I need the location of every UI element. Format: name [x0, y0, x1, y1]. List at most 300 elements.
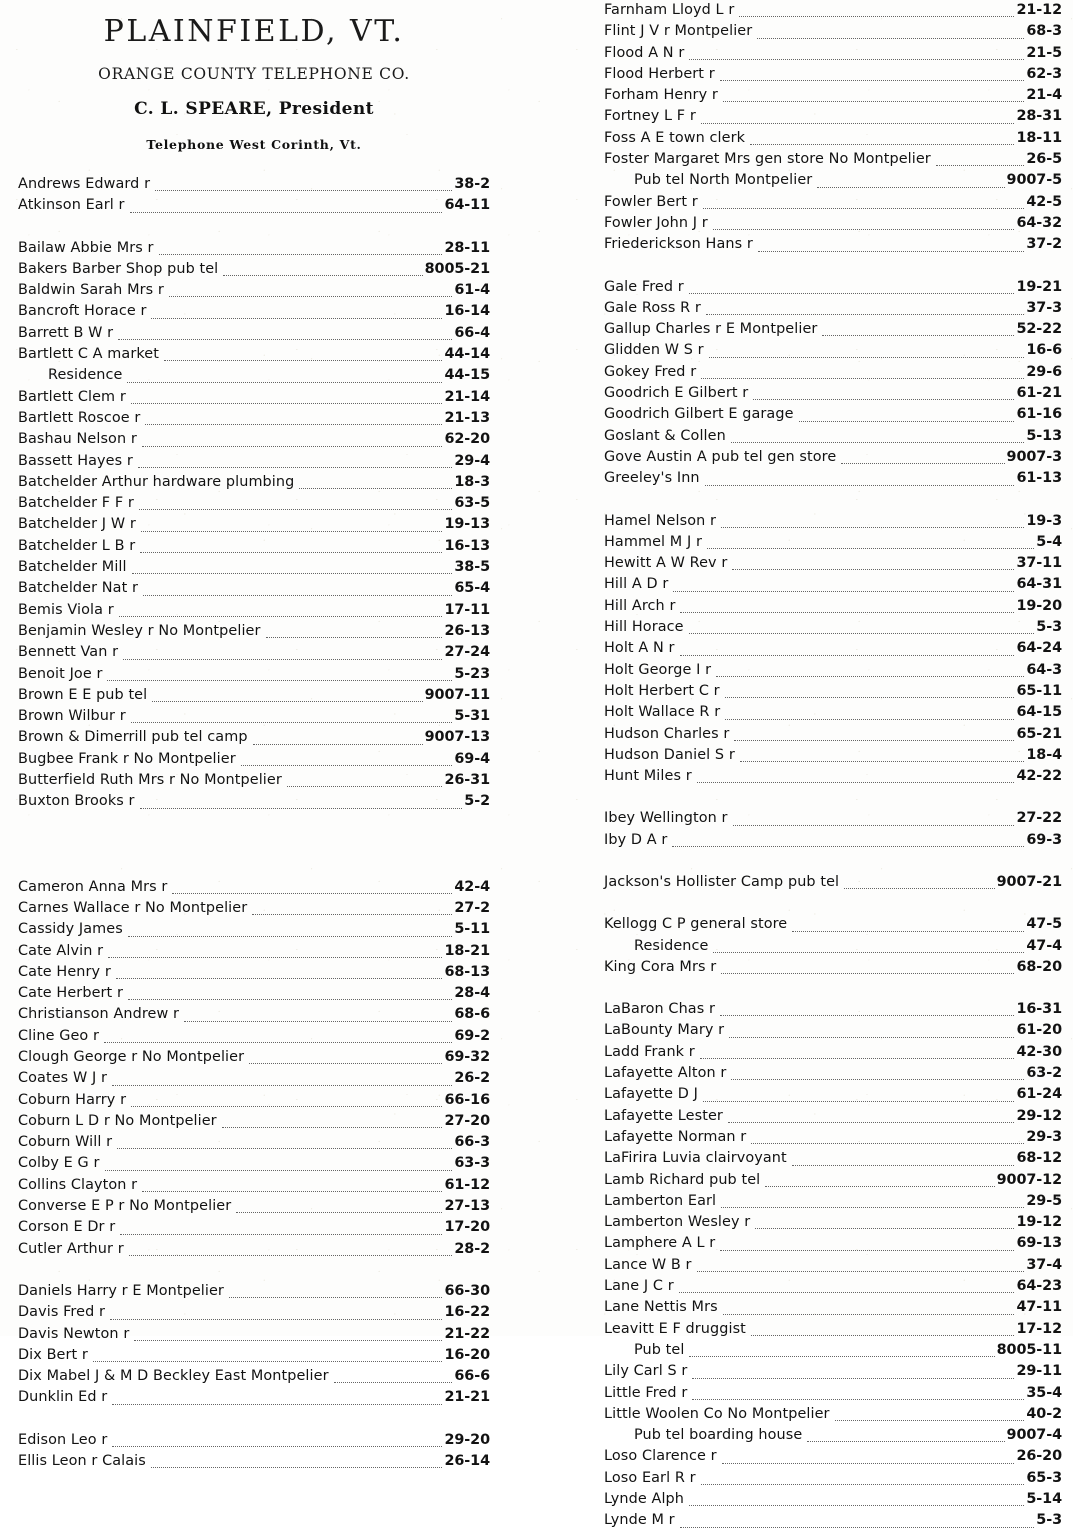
directory-entry — [18, 1111, 490, 1132]
directory-entry — [18, 1387, 490, 1408]
dot-leader — [155, 190, 452, 191]
entry-name: Dix Bert r — [18, 1346, 88, 1363]
entry-phone-number: 29-5 — [1026, 1192, 1062, 1209]
directory-entry — [18, 919, 490, 940]
dot-leader — [750, 144, 1014, 145]
entry-name: Pub tel North Montpelier — [634, 172, 813, 189]
directory-entry — [18, 621, 490, 642]
entry-name: LaBaron Chas r — [604, 1001, 716, 1018]
entry-name: Glidden W S r — [604, 342, 704, 359]
entry-name: Lamphere A L r — [604, 1235, 716, 1252]
dot-leader — [110, 1319, 442, 1320]
entry-phone-number: 61-21 — [1016, 385, 1062, 402]
directory-entry — [604, 1084, 1062, 1105]
entry-name: Loso Earl R r — [604, 1469, 696, 1486]
dot-leader — [253, 744, 423, 745]
directory-entry — [604, 1361, 1062, 1382]
entry-name: Fowler John J r — [604, 214, 708, 231]
entry-phone-number: 16-20 — [444, 1346, 490, 1363]
entry-phone-number: 27-24 — [444, 644, 490, 661]
directory-entry — [604, 1148, 1062, 1169]
dot-leader — [93, 1361, 443, 1362]
directory-entry — [604, 1446, 1062, 1467]
entry-phone-number: 16-31 — [1016, 1001, 1062, 1018]
entry-name: King Cora Mrs r — [604, 958, 717, 975]
left-listing-groups — [18, 174, 490, 1472]
dot-leader — [680, 655, 1015, 656]
entry-phone-number: 68-12 — [1016, 1150, 1062, 1167]
directory-entry — [18, 1175, 490, 1196]
directory-entry — [18, 344, 490, 365]
directory-entry — [18, 877, 490, 898]
entry-phone-number: 63-2 — [1026, 1065, 1062, 1082]
entry-name: Fowler Bert r — [604, 193, 698, 210]
entry-phone-number: 9007-5 — [1006, 172, 1062, 189]
entry-phone-number: 21-5 — [1026, 44, 1062, 61]
directory-entry — [18, 301, 490, 322]
entry-phone-number: 21-22 — [444, 1325, 490, 1342]
exchange-line: Telephone West Corinth, Vt. — [146, 137, 362, 152]
entry-name: Coburn Harry r — [18, 1091, 127, 1108]
dot-leader — [299, 488, 452, 489]
entry-name: Brown Wilbur r — [18, 708, 126, 725]
entry-phone-number: 66-6 — [454, 1368, 490, 1385]
entry-name: Kellogg C P general store — [604, 916, 788, 933]
entry-name: Lafayette Norman r — [604, 1128, 747, 1145]
directory-entry — [604, 638, 1062, 659]
dot-leader — [689, 633, 1035, 634]
directory-entry — [18, 642, 490, 663]
directory-entry — [18, 685, 490, 706]
directory-entry — [604, 170, 1062, 191]
dot-leader — [731, 1079, 1024, 1080]
dot-leader — [689, 1356, 994, 1357]
entry-name: Colby E G r — [18, 1155, 100, 1172]
entry-name: Residence — [634, 937, 709, 954]
letter-group-b — [18, 238, 490, 813]
dot-leader — [725, 719, 1014, 720]
directory-entry — [604, 149, 1062, 170]
dot-leader — [697, 1271, 1025, 1272]
letter-group-f — [604, 0, 1062, 256]
dot-leader — [184, 1021, 452, 1022]
directory-entry — [604, 21, 1062, 42]
directory-entry — [604, 0, 1062, 21]
entry-phone-number: 9007-4 — [1006, 1427, 1062, 1444]
entry-phone-number: 66-3 — [454, 1134, 490, 1151]
dot-leader — [129, 1255, 453, 1256]
dot-leader — [713, 952, 1024, 953]
dot-leader — [143, 595, 452, 596]
dot-leader — [705, 485, 1015, 486]
entry-phone-number: 18-4 — [1026, 746, 1062, 763]
dot-leader — [252, 914, 452, 915]
entry-name: Hill Arch r — [604, 597, 676, 614]
directory-entry — [604, 1510, 1062, 1531]
entry-phone-number: 47-11 — [1016, 1299, 1062, 1316]
entry-name: Little Fred r — [604, 1384, 688, 1401]
entry-name: Cate Henry r — [18, 963, 111, 980]
entry-name: LaFirira Luvia clairvoyant — [604, 1150, 787, 1167]
entry-name: Hill Horace — [604, 619, 684, 636]
dot-leader — [731, 442, 1025, 443]
directory-entry — [604, 1233, 1062, 1254]
directory-entry — [18, 174, 490, 195]
entry-phone-number: 62-3 — [1026, 65, 1062, 82]
entry-phone-number: 42-4 — [454, 878, 490, 895]
entry-phone-number: 29-11 — [1016, 1363, 1062, 1380]
directory-entry — [604, 702, 1062, 723]
dot-leader — [131, 403, 443, 404]
entry-name: Ellis Leon r Calais — [18, 1453, 146, 1470]
directory-entry — [18, 983, 490, 1004]
directory-entry — [604, 1127, 1062, 1148]
directory-entry — [604, 1489, 1062, 1510]
entry-phone-number: 69-4 — [454, 750, 490, 767]
directory-entry — [604, 319, 1062, 340]
entry-name: Edison Leo r — [18, 1431, 108, 1448]
directory-entry — [604, 957, 1062, 978]
entry-name: Hewitt A W Rev r — [604, 555, 728, 572]
dot-leader — [739, 16, 1014, 17]
dot-leader — [142, 1191, 442, 1192]
directory-entry — [604, 1276, 1062, 1297]
dot-leader — [140, 552, 442, 553]
entry-name: Coates W J r — [18, 1070, 107, 1087]
entry-phone-number: 61-24 — [1016, 1086, 1062, 1103]
directory-entry — [18, 727, 490, 748]
entry-name: Bartlett C A market — [18, 346, 159, 363]
entry-name: Brown E E pub tel — [18, 686, 148, 703]
entry-name: Foster Margaret Mrs gen store No Montpelier — [604, 151, 931, 168]
directory-entry — [604, 1425, 1062, 1446]
entry-phone-number: 37-11 — [1016, 555, 1062, 572]
directory-entry — [604, 234, 1062, 255]
entry-name: Goodrich Gilbert E garage — [604, 406, 794, 423]
directory-entry — [18, 1366, 490, 1387]
letter-group-e — [18, 1430, 490, 1473]
entry-name: Bakers Barber Shop pub tel — [18, 260, 219, 277]
directory-entry — [18, 1239, 490, 1260]
entry-phone-number: 69-13 — [1016, 1235, 1062, 1252]
entry-phone-number: 29-4 — [454, 452, 490, 469]
entry-name: Ladd Frank r — [604, 1043, 695, 1060]
directory-entry — [18, 408, 490, 429]
entry-phone-number: 64-11 — [444, 197, 490, 214]
entry-phone-number: 19-20 — [1016, 597, 1062, 614]
entry-phone-number: 18-11 — [1016, 129, 1062, 146]
entry-name: Cate Alvin r — [18, 942, 104, 959]
directory-entry — [18, 514, 490, 535]
directory-entry — [604, 766, 1062, 787]
dot-leader — [817, 187, 1004, 188]
directory-entry — [604, 277, 1062, 298]
entry-name: Benjamin Wesley r No Montpelier — [18, 622, 261, 639]
dot-leader — [792, 1165, 1015, 1166]
directory-entry — [18, 472, 490, 493]
entry-name: Little Woolen Co No Montpelier — [604, 1405, 830, 1422]
letter-group-h — [604, 511, 1062, 788]
directory-entry — [18, 536, 490, 557]
entry-phone-number: 21-13 — [444, 409, 490, 426]
entry-name: Bashau Nelson r — [18, 431, 137, 448]
entry-phone-number: 61-13 — [1016, 470, 1062, 487]
entry-phone-number: 27-22 — [1016, 810, 1062, 827]
entry-phone-number: 42-30 — [1016, 1043, 1062, 1060]
entry-name: Davis Newton r — [18, 1325, 130, 1342]
entry-phone-number: 69-2 — [454, 1027, 490, 1044]
entry-name: Goslant & Collen — [604, 427, 726, 444]
directory-entry — [18, 898, 490, 919]
dot-leader — [689, 293, 1015, 294]
directory-entry — [18, 557, 490, 578]
entry-name: Gove Austin A pub tel gen store — [604, 448, 837, 465]
entry-name: Fortney L F r — [604, 108, 696, 125]
directory-entry — [604, 1063, 1062, 1084]
dot-leader — [835, 1420, 1025, 1421]
dot-leader — [703, 208, 1025, 209]
entry-name: Lane Nettis Mrs — [604, 1299, 718, 1316]
entry-name: Bemis Viola r — [18, 601, 114, 618]
entry-phone-number: 37-3 — [1026, 299, 1062, 316]
entry-phone-number: 63-3 — [454, 1155, 490, 1172]
entry-phone-number: 21-14 — [444, 388, 490, 405]
directory-entry — [18, 323, 490, 344]
dot-leader — [740, 761, 1025, 762]
entry-name: Iby D A r — [604, 831, 668, 848]
dot-leader — [105, 1170, 453, 1171]
entry-name: LaBounty Mary r — [604, 1022, 725, 1039]
entry-name: Lafayette D J — [604, 1086, 699, 1103]
dot-leader — [723, 101, 1024, 102]
entry-name: Cutler Arthur r — [18, 1240, 124, 1257]
entry-phone-number: 8005-21 — [424, 260, 490, 277]
entry-name: Collins Clayton r — [18, 1176, 138, 1193]
dot-leader — [721, 1207, 1024, 1208]
entry-name: Cline Geo r — [18, 1027, 99, 1044]
directory-entry — [18, 1153, 490, 1174]
dot-leader — [697, 782, 1015, 783]
directory-entry — [18, 962, 490, 983]
directory-entry — [604, 298, 1062, 319]
dot-leader — [117, 1148, 452, 1149]
dot-leader — [140, 808, 463, 809]
dot-leader — [145, 424, 442, 425]
directory-entry — [604, 1042, 1062, 1063]
entry-name: Lafayette Lester — [604, 1107, 723, 1124]
entry-phone-number: 44-15 — [444, 367, 490, 384]
entry-phone-number: 29-3 — [1026, 1128, 1062, 1145]
entry-name: Lamberton Earl — [604, 1192, 717, 1209]
entry-name: Batchelder F F r — [18, 495, 134, 512]
entry-phone-number: 21-4 — [1026, 87, 1062, 104]
entry-name: Hill A D r — [604, 576, 669, 593]
entry-phone-number: 8005-11 — [996, 1341, 1062, 1358]
entry-phone-number: 64-31 — [1016, 576, 1062, 593]
entry-phone-number: 21-12 — [1016, 2, 1062, 18]
dot-leader — [679, 1292, 1015, 1293]
entry-name: Gale Ross R r — [604, 299, 701, 316]
entry-phone-number: 5-31 — [454, 708, 490, 725]
entry-name: Ibey Wellington r — [604, 810, 728, 827]
directory-entry — [604, 553, 1062, 574]
dot-leader — [722, 1463, 1015, 1464]
dot-leader — [138, 467, 452, 468]
directory-entry — [604, 362, 1062, 383]
entry-phone-number: 19-21 — [1016, 278, 1062, 295]
dot-leader — [266, 637, 443, 638]
dot-leader — [334, 1382, 453, 1383]
dot-leader — [701, 1484, 1025, 1485]
entry-name: Daniels Harry r E Montpelier — [18, 1282, 224, 1299]
dot-leader — [720, 80, 1025, 81]
entry-phone-number: 28-31 — [1016, 108, 1062, 125]
directory-entry — [604, 724, 1062, 745]
entry-phone-number: 29-6 — [1026, 363, 1062, 380]
entry-name: Lane J C r — [604, 1278, 674, 1295]
directory-entry — [604, 340, 1062, 361]
directory-entry — [604, 43, 1062, 64]
entry-phone-number: 69-32 — [444, 1048, 490, 1065]
dot-leader — [792, 931, 1024, 932]
directory-entry — [18, 600, 490, 621]
directory-entry — [18, 387, 490, 408]
dot-leader — [729, 1037, 1014, 1038]
entry-name: Hunt Miles r — [604, 768, 692, 785]
dot-leader — [936, 165, 1025, 166]
dot-leader — [716, 676, 1024, 677]
entry-name: Loso Clarence r — [604, 1448, 717, 1465]
dot-leader — [673, 591, 1014, 592]
entry-phone-number: 37-4 — [1026, 1256, 1062, 1273]
entry-name: Corson E Dr r — [18, 1219, 116, 1236]
dot-leader — [112, 1085, 452, 1086]
directory-entry — [604, 532, 1062, 553]
dot-leader — [701, 123, 1015, 124]
directory-entry — [18, 1196, 490, 1217]
dot-leader — [672, 846, 1024, 847]
directory-entry — [18, 1324, 490, 1345]
entry-phone-number: 17-20 — [444, 1219, 490, 1236]
entry-phone-number: 19-3 — [1026, 512, 1062, 529]
entry-name: Bassett Hayes r — [18, 452, 133, 469]
dot-leader — [287, 786, 443, 787]
entry-name: Bugbee Frank r No Montpelier — [18, 750, 236, 767]
dot-leader — [709, 357, 1025, 358]
entry-phone-number: 47-4 — [1026, 937, 1062, 954]
entry-name: Lance W B r — [604, 1256, 692, 1273]
dot-leader — [692, 1378, 1014, 1379]
entry-phone-number: 64-24 — [1016, 640, 1062, 657]
entry-name: Lynde Alph — [604, 1491, 684, 1507]
entry-phone-number: 62-20 — [444, 431, 490, 448]
directory-entry — [604, 64, 1062, 85]
letter-group-l2 — [604, 1127, 1062, 1532]
dot-leader — [720, 1015, 1014, 1016]
entry-name: Pub tel boarding house — [634, 1427, 803, 1444]
entry-name: Buxton Brooks r — [18, 793, 135, 810]
right-listing-groups — [604, 0, 1062, 1532]
entry-name: Benoit Joe r — [18, 665, 103, 682]
directory-entry — [604, 511, 1062, 532]
directory-entry — [18, 238, 490, 259]
entry-phone-number: 61-12 — [444, 1176, 490, 1193]
directory-entry — [18, 365, 490, 386]
right-column — [604, 0, 1062, 1532]
directory-entry — [18, 1004, 490, 1025]
entry-phone-number: 16-14 — [444, 303, 490, 320]
dot-leader — [700, 1058, 1015, 1059]
dot-leader — [689, 59, 1024, 60]
entry-name: Baldwin Sarah Mrs r — [18, 282, 164, 299]
dot-leader — [229, 1297, 443, 1298]
entry-phone-number: 42-5 — [1026, 193, 1062, 210]
entry-name: Gale Fred r — [604, 278, 684, 295]
entry-phone-number: 26-5 — [1026, 151, 1062, 168]
dot-leader — [151, 1467, 443, 1468]
entry-phone-number: 28-11 — [444, 239, 490, 256]
entry-name: Hamel Nelson r — [604, 512, 717, 529]
entry-name: Hammel M J r — [604, 533, 703, 550]
directory-entry — [18, 1430, 490, 1451]
entry-name: Bailaw Abbie Mrs r — [18, 239, 154, 256]
entry-name: Bartlett Roscoe r — [18, 409, 141, 426]
directory-entry — [604, 574, 1062, 595]
directory-entry — [604, 1468, 1062, 1489]
masthead — [18, 0, 490, 152]
dot-leader — [807, 1441, 1004, 1442]
directory-entry — [18, 1068, 490, 1089]
entry-name: Hudson Daniel S r — [604, 746, 735, 763]
dot-leader — [753, 399, 1014, 400]
entry-name: Lamb Richard pub tel — [604, 1171, 761, 1188]
entry-phone-number: 29-20 — [444, 1431, 490, 1448]
dot-leader — [119, 616, 443, 617]
entry-phone-number: 18-3 — [454, 473, 490, 490]
entry-name: Bennett Van r — [18, 644, 119, 661]
dot-leader — [127, 382, 442, 383]
entry-phone-number: 65-4 — [454, 580, 490, 597]
entry-phone-number: 19-12 — [1016, 1214, 1062, 1231]
entry-phone-number: 9007-21 — [996, 873, 1062, 890]
directory-entry — [604, 447, 1062, 468]
dot-leader — [689, 1505, 1024, 1506]
directory-entry — [18, 1132, 490, 1153]
directory-entry — [604, 872, 1062, 893]
directory-entry — [604, 745, 1062, 766]
dot-leader — [721, 527, 1024, 528]
dot-leader — [130, 212, 443, 213]
dot-leader — [822, 335, 1014, 336]
entry-phone-number: 5-2 — [464, 793, 490, 810]
directory-entry — [604, 106, 1062, 127]
dot-leader — [725, 697, 1015, 698]
directory-entry — [18, 195, 490, 216]
entry-name: Flint J V r Montpelier — [604, 23, 753, 40]
entry-name: Andrews Edward r — [18, 176, 151, 192]
entry-phone-number: 5-13 — [1026, 427, 1062, 444]
directory-entry — [604, 617, 1062, 638]
entry-phone-number: 5-3 — [1036, 1512, 1062, 1529]
entry-phone-number: 27-2 — [454, 899, 490, 916]
dot-leader — [757, 38, 1024, 39]
entry-name: Gokey Fred r — [604, 363, 697, 380]
dot-leader — [841, 463, 1004, 464]
directory-entry — [18, 280, 490, 301]
entry-name: Leavitt E F druggist — [604, 1320, 746, 1337]
entry-phone-number: 5-23 — [454, 665, 490, 682]
dot-leader — [134, 1340, 442, 1341]
